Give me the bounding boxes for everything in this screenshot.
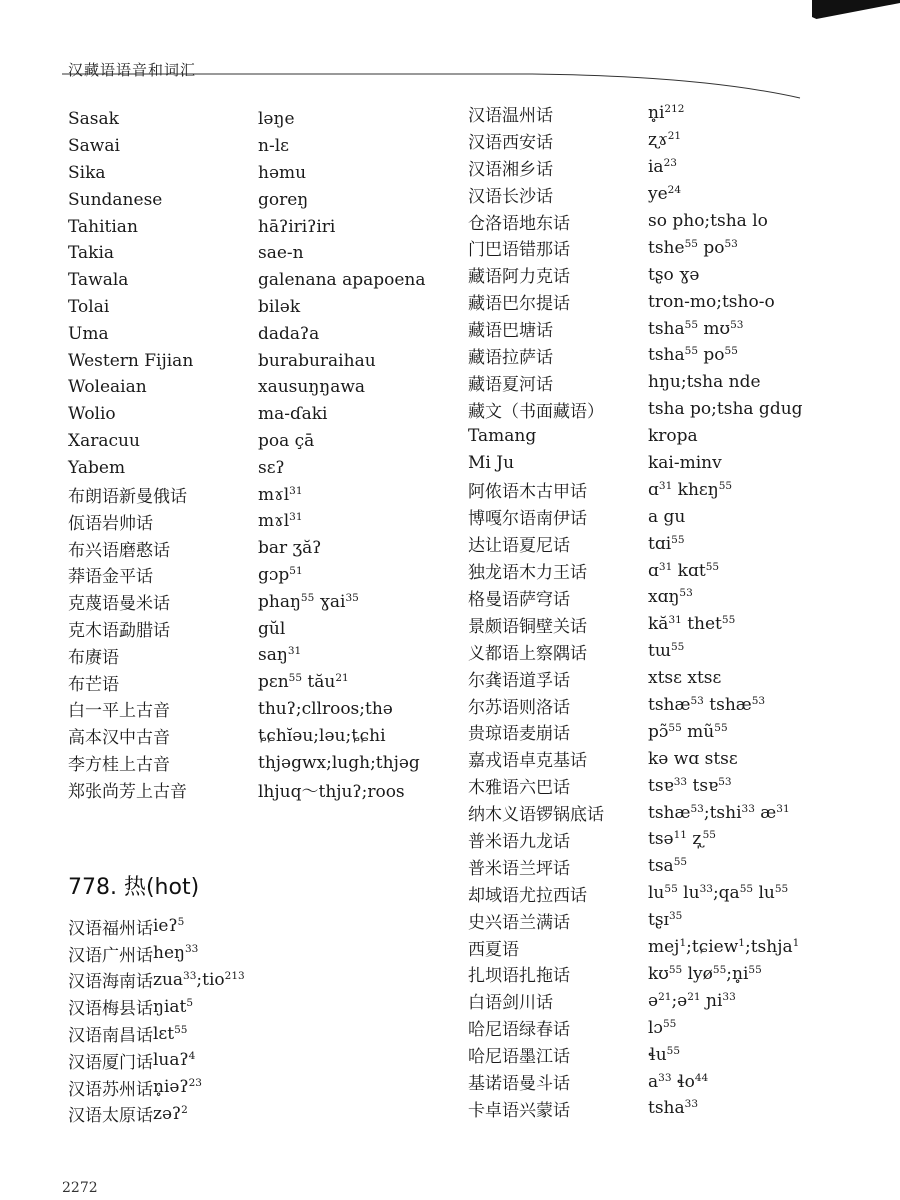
word-form: mɤl$^{31}$ <box>258 484 303 505</box>
lexicon-entry <box>68 508 448 535</box>
word-form: tsə$^{11}$ ʐ̩$^{55}$ <box>648 829 716 850</box>
lexicon-entry <box>468 665 868 692</box>
language-name: Wolio <box>68 404 116 425</box>
word-form: pɛn$^{55}$ tău$^{21}$ <box>258 672 349 693</box>
word-form: xausuŋŋawa <box>258 377 366 398</box>
corner-tab-mark <box>812 0 900 20</box>
word-form: lɔ$^{55}$ <box>648 1017 677 1038</box>
language-name: 贵琼语麦崩话 <box>468 724 570 745</box>
lexicon-entry <box>468 692 868 719</box>
lexicon-entry <box>68 320 448 347</box>
language-name: Sundanese <box>68 189 163 210</box>
lexicon-entry <box>68 213 448 240</box>
word-form: ŋiat$^5$ <box>153 996 194 1017</box>
language-name: 藏语夏河话 <box>468 374 553 395</box>
language-name: 布朗语新曼俄话 <box>68 487 187 508</box>
lexicon-entry <box>68 615 448 642</box>
word-form: ʐɤ$^{21}$ <box>648 130 682 151</box>
lexicon-entry <box>468 530 868 557</box>
language-name: 藏语巴塘话 <box>468 321 553 342</box>
language-name: 扎坝语扎拖话 <box>468 966 570 987</box>
lexicon-entry <box>468 638 868 665</box>
language-name: 郑张尚芳上古音 <box>68 781 187 802</box>
right-column-entries <box>468 100 868 1122</box>
word-form: tshe$^{55}$ $po^{53}$ <box>648 237 738 258</box>
word-form: tsha$^{55}$ $po^{55}$ <box>648 345 738 366</box>
word-form: kə wɑ stsɛ <box>648 748 738 769</box>
language-name: 景颇语铜壁关话 <box>468 616 587 637</box>
language-name: Sasak <box>68 109 119 130</box>
word-form: thuʔ;cllroos;thə <box>258 698 393 719</box>
language-name: 却域语尤拉西话 <box>468 885 587 906</box>
word-form: hŋu;tsha nde <box>648 372 761 393</box>
lexicon-entry <box>468 907 868 934</box>
language-name: 独龙语木力王话 <box>468 563 587 584</box>
language-name: Xaracuu <box>68 430 140 451</box>
word-form: zua$^{33}$;tio$^{213}$ <box>153 969 245 990</box>
lexicon-entry <box>468 853 868 880</box>
lexicon-entry <box>68 535 448 562</box>
language-name: 义都语上察隅话 <box>468 643 587 664</box>
lexicon-entry <box>468 1068 868 1095</box>
lexicon-entry <box>68 454 448 481</box>
lexicon-entry <box>468 127 868 154</box>
word-form: galenana apapoena <box>258 270 426 291</box>
lexicon-entry <box>468 423 868 450</box>
language-name: Yabem <box>68 457 126 478</box>
language-name: Sika <box>68 162 106 183</box>
word-form: dadaʔa <box>258 323 320 344</box>
lexicon-entry <box>468 557 868 584</box>
word-form: tɑi$^{55}$ <box>648 533 685 554</box>
language-name: 莽语金平话 <box>68 567 153 588</box>
language-name: 汉语太原话 <box>68 1106 153 1127</box>
word-form: saŋ$^{31}$ <box>258 645 302 666</box>
language-name: 嘉戎语卓克基话 <box>468 751 587 772</box>
word-form: tʂɪ$^{35}$ <box>648 910 683 931</box>
language-name: 汉语厦门话 <box>68 1052 153 1073</box>
word-form: tɯ$^{55}$ <box>648 641 685 662</box>
lexicon-entry <box>468 987 868 1014</box>
language-name: 普米语九龙话 <box>468 831 570 852</box>
lexicon-entry <box>468 369 868 396</box>
language-name: Tamang <box>468 426 537 447</box>
word-form: phaŋ$^{55}$ ɣai$^{35}$ <box>258 591 359 612</box>
word-form: ieʔ$^5$ <box>153 916 185 937</box>
word-form: ə$^{21}$;ə$^{21}$ ɲi$^{33}$ <box>648 990 736 1011</box>
language-name: 汉语湘乡话 <box>468 159 553 180</box>
left-column-section-entries <box>68 913 448 1127</box>
word-form: həmu <box>258 162 307 183</box>
word-form: luaʔ$^4$ <box>153 1050 196 1071</box>
language-name: 李方桂上古音 <box>68 755 170 776</box>
word-form: kropa <box>648 426 698 447</box>
language-name: 汉语西安话 <box>468 132 553 153</box>
word-form: $lu^{55}$ $lu^{33};qa^{55}$ $lu^{55}$ <box>648 883 789 904</box>
language-name: 汉语广州话 <box>68 945 153 966</box>
lexicon-entry <box>68 562 448 589</box>
running-header-title: 汉藏语语音和词汇 <box>68 61 197 79</box>
language-name: Mi Ju <box>468 453 515 474</box>
word-form: bilək <box>258 296 301 317</box>
lexicon-entry <box>468 261 868 288</box>
language-name: 汉语福州话 <box>68 918 153 939</box>
lexicon-entry <box>68 1074 448 1101</box>
language-name: 布赓语 <box>68 647 119 668</box>
language-name: 普米语兰坪话 <box>468 858 570 879</box>
word-form: $ia^{23}$ <box>648 157 677 178</box>
lexicon-entry <box>468 476 868 503</box>
language-name: 高本汉中古音 <box>68 728 170 749</box>
word-form: so pho;tsha lo <box>648 211 768 231</box>
word-form: goreŋ <box>258 189 309 210</box>
lexicon-entry <box>68 696 448 723</box>
word-form: tshæ$^{53}$;tshi$^{33}$ $æ^{31}$ <box>648 802 790 823</box>
word-form: tsɐ$^{33}$ tsɐ$^{53}$ <box>648 775 732 796</box>
word-form: n-lɛ <box>258 136 289 157</box>
lexicon-entry <box>68 1047 448 1074</box>
language-name: 汉语南昌话 <box>68 1026 153 1047</box>
lexicon-entry <box>68 588 448 615</box>
lexicon-entry <box>468 718 868 745</box>
language-name: 尔苏语则洛话 <box>468 697 570 718</box>
language-name: 汉语海南话 <box>68 972 153 993</box>
lexicon-entry <box>468 1095 868 1122</box>
lexicon-entry <box>468 961 868 988</box>
word-form: ma-ɗaki <box>258 404 328 425</box>
lexicon-entry <box>68 106 448 133</box>
lexicon-entry <box>68 993 448 1020</box>
lexicon-entry <box>68 428 448 455</box>
word-form: buraburaihau <box>258 350 376 371</box>
word-form: hāʔiriʔiri <box>258 216 336 237</box>
language-name: 尔龚语道孚话 <box>468 670 570 691</box>
lexicon-entry <box>68 160 448 187</box>
word-form: ȶɕhĭəu;ləu;ȶɕhi <box>258 725 386 746</box>
word-form: $a^{33}$ ɬo$^{44}$ <box>648 1071 709 1092</box>
lexicon-entry <box>68 642 448 669</box>
lexicon-entry <box>468 342 868 369</box>
word-form: ɑ$^{31}$ khɛŋ$^{55}$ <box>648 479 733 500</box>
word-form: poa çā <box>258 430 315 451</box>
language-name: 藏语巴尔提话 <box>468 294 570 315</box>
word-form: xɑŋ$^{53}$ <box>648 587 693 608</box>
word-form: tron-mo;tsho-o <box>648 291 775 312</box>
language-name: 藏文（书面藏语） <box>468 401 604 422</box>
lexicon-entry <box>68 1101 448 1128</box>
lexicon-entry <box>468 1014 868 1041</box>
word-form: thjəgwx;lugh;thjəg <box>258 752 420 773</box>
lexicon-entry <box>468 934 868 961</box>
lexicon-entry <box>68 913 448 940</box>
lexicon-entry <box>68 749 448 776</box>
word-form: a gu <box>648 506 686 527</box>
lexicon-entry <box>468 288 868 315</box>
word-form: $kă^{31}$ thet$^{55}$ <box>648 614 736 635</box>
lexicon-entry <box>68 294 448 321</box>
language-name: 阿侬语木古甲话 <box>468 482 587 503</box>
language-name: Tahitian <box>68 216 138 237</box>
language-name: 哈尼语绿春话 <box>468 1020 570 1041</box>
lexicon-entry <box>68 240 448 267</box>
language-name: 汉语温州话 <box>468 105 553 126</box>
lexicon-entry <box>468 584 868 611</box>
word-form: heŋ$^{33}$ <box>153 943 199 964</box>
word-form: ləŋe <box>258 109 295 130</box>
word-form: tʂo ɣə <box>648 264 700 285</box>
language-name: 藏语拉萨话 <box>468 347 553 368</box>
lexicon-entry <box>468 1041 868 1068</box>
language-name: 西夏语 <box>468 939 519 960</box>
word-form: tsha$^{55}$ mʊ$^{53}$ <box>648 318 744 339</box>
lexicon-entry <box>68 481 448 508</box>
language-name: 纳木义语锣锅底话 <box>468 805 604 826</box>
lexicon-entry <box>468 799 868 826</box>
language-name: 白一平上古音 <box>68 701 170 722</box>
word-form: gɔp$^{51}$ <box>258 564 303 585</box>
lexicon-entry <box>468 154 868 181</box>
lexicon-entry <box>468 315 868 342</box>
lexicon-entry <box>468 100 868 127</box>
language-name: Sawai <box>68 136 120 157</box>
language-name: Western Fijian <box>68 350 194 371</box>
word-form: xtsɛ xtsɛ <box>648 668 722 689</box>
lexicon-entry <box>68 967 448 994</box>
word-form: bar ʒăʔ <box>258 538 322 559</box>
language-name: 藏语阿力克话 <box>468 267 570 288</box>
language-name: 克蔑语曼米话 <box>68 594 170 615</box>
word-form: tshæ$^{53}$ tshæ$^{53}$ <box>648 695 766 716</box>
language-name: 门巴语错那话 <box>468 240 570 261</box>
word-form: mej$^1$;tɕiew$^1$;tshja$^1$ <box>648 937 800 958</box>
lexicon-entry <box>468 208 868 235</box>
word-form: gŭl <box>258 618 286 639</box>
word-form: $n̥i^{212}$ <box>648 103 685 124</box>
lexicon-entry <box>68 374 448 401</box>
word-form: mɤl$^{31}$ <box>258 511 303 532</box>
lexicon-entry <box>468 234 868 261</box>
word-form: zəʔ$^2$ <box>153 1103 188 1124</box>
word-form: sae-n <box>258 243 304 264</box>
lexicon-entry <box>68 669 448 696</box>
lexicon-entry <box>468 611 868 638</box>
language-name: 博嘎尔语南伊话 <box>468 509 587 530</box>
word-form: ɑ$^{31}$ kɑt$^{55}$ <box>648 560 720 581</box>
lexicon-entry <box>68 401 448 428</box>
word-form: ɬu$^{55}$ <box>648 1044 681 1065</box>
lexicon-entry <box>68 267 448 294</box>
lexicon-entry <box>468 826 868 853</box>
word-form: tsha$^{33}$ <box>648 1098 699 1119</box>
lexicon-entry <box>468 450 868 477</box>
word-form: n̥iəʔ$^{23}$ <box>153 1077 202 1098</box>
word-form: lhjuq～thjuʔ;roos <box>258 781 405 802</box>
word-form: pɔ̃$^{55}$ $mũ^{55}$ <box>648 721 728 742</box>
language-name: 白语剑川话 <box>468 993 553 1014</box>
word-form: kʊ$^{55}$ $lyø^{55};n̥i^{55}$ <box>648 963 762 984</box>
language-name: 仓洛语地东话 <box>468 213 570 234</box>
lexicon-entry <box>468 181 868 208</box>
word-form: sɛʔ <box>258 457 285 478</box>
lexicon-entry <box>468 745 868 772</box>
language-name: 基诺语曼斗话 <box>468 1074 570 1094</box>
word-form: lɛt$^{55}$ <box>153 1023 188 1044</box>
language-name: 格曼语萨穹话 <box>468 589 570 610</box>
language-name: 卡卓语兴蒙话 <box>468 1100 570 1121</box>
lexicon-entry <box>68 186 448 213</box>
lexicon-entry <box>468 503 868 530</box>
lexicon-entry <box>68 940 448 967</box>
language-name: 哈尼语墨江话 <box>468 1047 570 1068</box>
lexicon-entry <box>468 772 868 799</box>
lexicon-entry <box>468 880 868 907</box>
language-name: Woleaian <box>68 377 147 398</box>
word-form: tsha po;tsha gdug <box>648 399 803 420</box>
language-name: 达让语夏尼话 <box>468 536 570 557</box>
word-form: tsa$^{55}$ <box>648 856 688 877</box>
language-name: 汉语苏州话 <box>68 1079 153 1100</box>
language-name: Uma <box>68 323 109 344</box>
language-name: Tolai <box>68 296 110 317</box>
left-column-entries <box>68 106 448 803</box>
lexicon-entry <box>68 1020 448 1047</box>
section-heading: 778. 热(hot) <box>68 875 200 900</box>
language-name: Takia <box>68 243 115 264</box>
language-name: 布兴语磨憨话 <box>68 540 170 561</box>
language-name: 汉语长沙话 <box>468 186 553 207</box>
lexicon-entry <box>68 776 448 803</box>
language-name: 克木语勐腊话 <box>68 621 170 642</box>
word-form: $ye^{24}$ <box>648 184 682 205</box>
lexicon-entry <box>468 396 868 423</box>
page-number: 2272 <box>62 1180 98 1196</box>
language-name: 史兴语兰满话 <box>468 912 570 933</box>
word-form: kai-minv <box>648 453 722 474</box>
language-name: 佤语岩帅话 <box>68 513 153 534</box>
lexicon-entry <box>68 133 448 160</box>
language-name: 汉语梅县话 <box>68 999 153 1020</box>
lexicon-entry <box>68 347 448 374</box>
language-name: Tawala <box>68 270 129 291</box>
language-name: 木雅语六巴话 <box>468 778 570 799</box>
language-name: 布芒语 <box>68 674 119 695</box>
lexicon-entry <box>68 722 448 749</box>
